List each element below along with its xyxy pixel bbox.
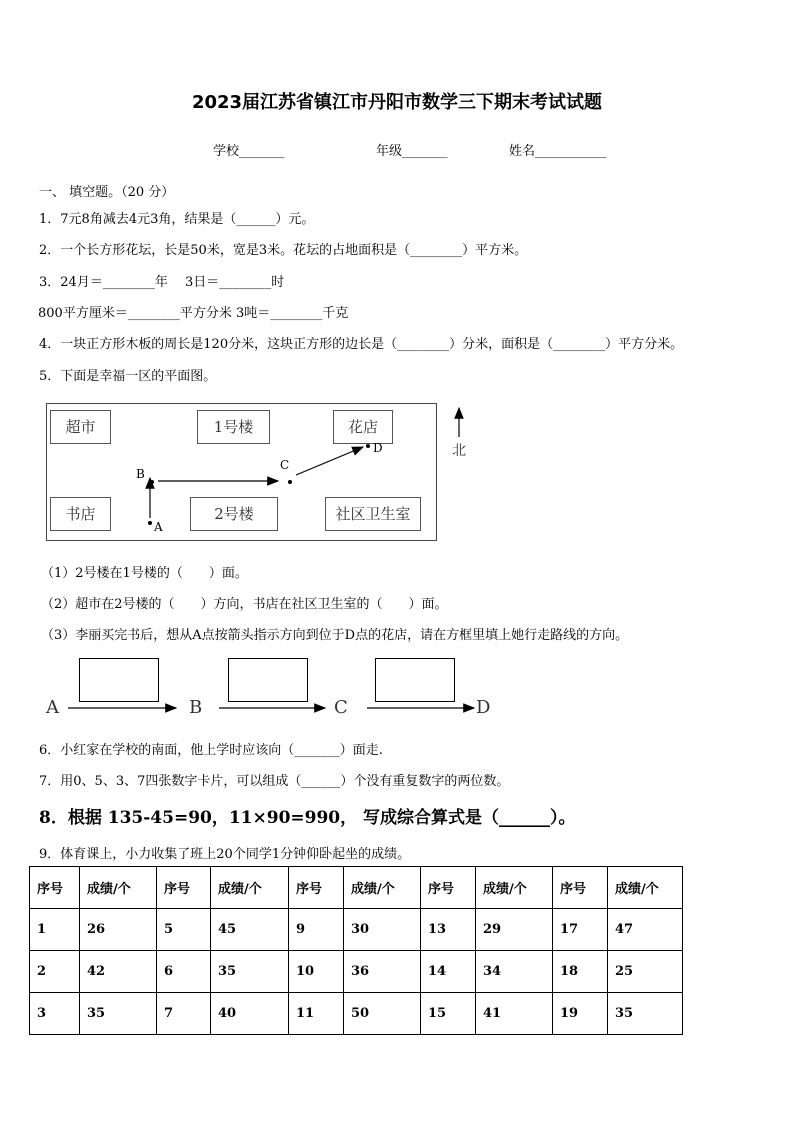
table-cell: 11	[289, 993, 344, 1035]
question-9: 9．体育课上，小力收集了班上20个同学1分钟仰卧起坐的成绩。	[39, 847, 411, 862]
point-a-label: A	[154, 520, 163, 534]
question-3a: 3．24月＝________年 3日＝________时	[39, 275, 285, 290]
route-label-c: C	[334, 697, 348, 718]
point-c-label: C	[280, 458, 290, 472]
route-arrows	[0, 690, 794, 730]
point-d-label: D	[373, 441, 383, 455]
table-cell: 41	[476, 993, 553, 1035]
table-cell: 40	[211, 993, 289, 1035]
point-a-dot	[148, 521, 152, 525]
table-cell: 45	[211, 909, 289, 951]
route-label-a: A	[46, 697, 59, 718]
question-5-1: （1）2号楼在1号楼的（ ）面。	[41, 566, 248, 581]
table-header-row	[30, 867, 683, 909]
table-cell: 36	[344, 951, 421, 993]
question-7: 7．用0、5、3、7四张数字卡片，可以组成（______）个没有重复数字的两位数。	[39, 774, 510, 789]
question-8: 8．根据 135-45=90，11×90=990， 写成综合算式是（______）。	[39, 808, 576, 828]
point-b-label: B	[136, 467, 145, 481]
table-cell: 3	[30, 993, 80, 1035]
table-header: 成绩/个	[608, 867, 683, 909]
table-header: 成绩/个	[211, 867, 289, 909]
building-flower-shop: 花店	[333, 410, 393, 444]
table-cell: 7	[157, 993, 211, 1035]
table-cell: 19	[553, 993, 608, 1035]
route-label-b: B	[189, 697, 203, 718]
building-1: 1号楼	[197, 410, 270, 444]
section-heading: 一、 填空题。（20 分）	[39, 185, 175, 200]
table-cell: 50	[344, 993, 421, 1035]
question-5-3: （3）李丽买完书后，想从A点按箭头指示方向到位于D点的花店，请在方框里填上她行走路线的方向。	[41, 628, 629, 643]
table-header: 成绩/个	[344, 867, 421, 909]
question-6: 6．小红家在学校的南面，他上学时应该向（_______）面走.	[39, 743, 383, 758]
map-arrows	[0, 0, 794, 560]
table-header: 成绩/个	[476, 867, 553, 909]
table-cell: 15	[421, 993, 476, 1035]
table-header: 序号	[157, 867, 211, 909]
point-c-dot	[288, 480, 292, 484]
question-5-2: （2）超市在2号楼的（ ）方向，书店在社区卫生室的（ ）面。	[41, 597, 448, 612]
table-cell: 14	[421, 951, 476, 993]
table-cell: 1	[30, 909, 80, 951]
table-cell: 17	[553, 909, 608, 951]
arrow-c-to-d	[296, 447, 363, 475]
north-label: 北	[452, 443, 466, 459]
table-cell: 34	[476, 951, 553, 993]
table-cell: 18	[553, 951, 608, 993]
building-supermarket: 超市	[50, 410, 111, 444]
point-b-dot	[150, 480, 154, 484]
table-cell: 35	[80, 993, 157, 1035]
table-header: 序号	[289, 867, 344, 909]
route-label-d: D	[476, 697, 491, 718]
table-row	[30, 951, 683, 993]
question-1: 1．7元8角减去4元3角，结果是（______）元。	[39, 212, 315, 227]
table-cell: 25	[608, 951, 683, 993]
question-2: 2．一个长方形花坛，长是50米，宽是3米。花坛的占地面积是（________）平方米。	[39, 243, 528, 258]
building-clinic: 社区卫生室	[325, 497, 421, 531]
school-field: 学校_______	[213, 144, 285, 159]
question-5: 5．下面是幸福一区的平面图。	[39, 369, 217, 384]
question-3b: 800平方厘米＝________平方分米 3吨＝________千克	[38, 306, 349, 321]
question-4: 4．一块正方形木板的周长是120分米，这块正方形的边长是（________）分米，面积是（________）平方分米。	[39, 337, 684, 352]
table-cell: 13	[421, 909, 476, 951]
table-cell: 29	[476, 909, 553, 951]
table-header: 序号	[421, 867, 476, 909]
table-cell: 9	[289, 909, 344, 951]
table-cell: 6	[157, 951, 211, 993]
table-header: 成绩/个	[80, 867, 157, 909]
building-bookstore: 书店	[50, 497, 111, 531]
table-cell: 5	[157, 909, 211, 951]
building-2: 2号楼	[190, 497, 278, 531]
table-cell: 10	[289, 951, 344, 993]
table-header: 序号	[553, 867, 608, 909]
point-d-dot	[366, 444, 370, 448]
table-cell: 2	[30, 951, 80, 993]
scores-table	[29, 866, 683, 1035]
table-cell: 35	[211, 951, 289, 993]
table-cell: 47	[608, 909, 683, 951]
table-cell: 30	[344, 909, 421, 951]
grade-field: 年级_______	[376, 144, 448, 159]
table-cell: 26	[80, 909, 157, 951]
table-row	[30, 993, 683, 1035]
table-header: 序号	[30, 867, 80, 909]
table-row	[30, 909, 683, 951]
table-cell: 35	[608, 993, 683, 1035]
page-title: 2023届江苏省镇江市丹阳市数学三下期末考试试题	[191, 92, 603, 113]
name-field: 姓名___________	[509, 144, 607, 159]
table-cell: 42	[80, 951, 157, 993]
